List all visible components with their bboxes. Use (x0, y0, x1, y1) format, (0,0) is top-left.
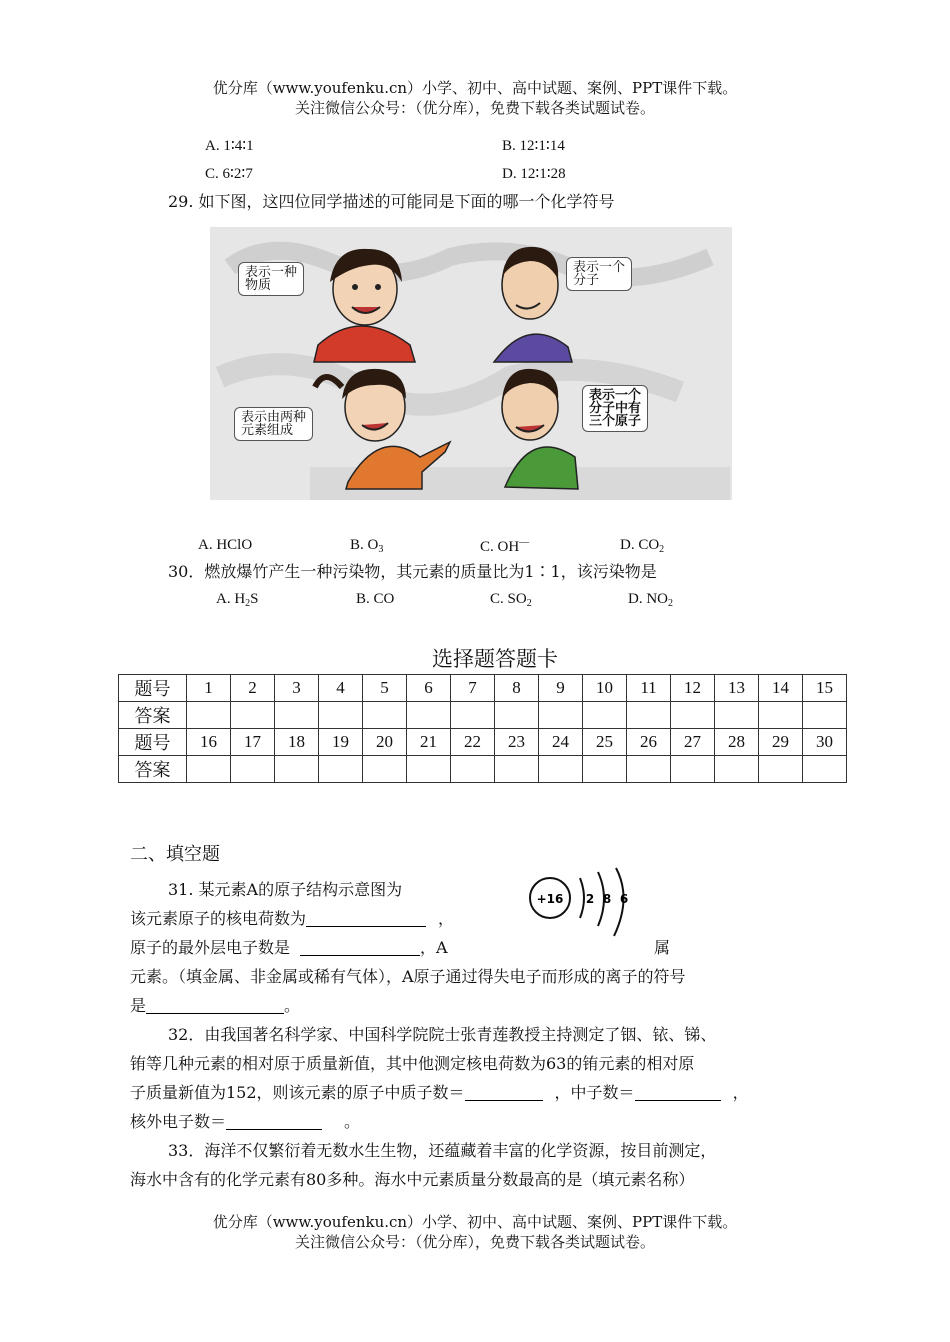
cell-number: 25 (583, 729, 627, 756)
blank-ion-symbol[interactable] (146, 995, 284, 1014)
answer-row-answers-2 (119, 756, 847, 783)
cell-number: 14 (759, 675, 803, 702)
cell-number: 26 (627, 729, 671, 756)
q30-option-c: C. $SO_2$ (490, 591, 532, 609)
shell-1-electrons: 2 (585, 892, 595, 906)
answer-cell[interactable] (539, 702, 583, 729)
answer-cell[interactable] (539, 756, 583, 783)
answer-cell[interactable] (715, 756, 759, 783)
answer-row-numbers-1 (119, 675, 847, 702)
answer-cell[interactable] (759, 702, 803, 729)
cell-number: 5 (363, 675, 407, 702)
cell-number: 21 (407, 729, 451, 756)
q31-line-5: 是 。 (130, 996, 301, 1015)
answer-row-numbers-2 (119, 729, 847, 756)
cell-number: 10 (583, 675, 627, 702)
shell-3-electrons: 6 (619, 892, 629, 906)
row-label-number: 题号 (119, 729, 187, 756)
q28-option-c: C. 6∶2∶7 (205, 166, 253, 182)
q30-option-d: D. $NO_2$ (628, 591, 673, 609)
q32-line-4: 核外电子数＝ 。 (130, 1112, 361, 1131)
answer-cell[interactable] (187, 702, 231, 729)
answer-cell[interactable] (583, 756, 627, 783)
header-line-1: 优分库（www.youfenku.cn）小学、初中、高中试题、案例、PPT课件下载。 (212, 79, 738, 97)
q31-line-4: 元素。（填金属、非金属或稀有气体），A原子通过得失电子而形成的离子的符号 (130, 967, 686, 986)
answer-row-answers-1 (119, 702, 847, 729)
atom-nucleus-label: +16 (536, 892, 564, 906)
answer-cell[interactable] (583, 702, 627, 729)
cell-number: 4 (319, 675, 363, 702)
header-line-2: 关注微信公众号：（优分库），免费下载各类试题试卷。 (294, 99, 655, 117)
q28-option-b: B. 12∶1∶14 (502, 138, 565, 154)
answer-cell[interactable] (495, 702, 539, 729)
blank-protons[interactable] (465, 1082, 543, 1101)
cell-number: 18 (275, 729, 319, 756)
q30-option-b: B. CO (356, 591, 395, 607)
cell-number: 24 (539, 729, 583, 756)
q31-line-1: 31. 某元素A的原子结构示意图为 (168, 880, 403, 899)
answer-cell[interactable] (671, 756, 715, 783)
cell-number: 11 (627, 675, 671, 702)
cell-number: 28 (715, 729, 759, 756)
answer-cell[interactable] (319, 756, 363, 783)
cell-number: 2 (231, 675, 275, 702)
answer-cell[interactable] (715, 702, 759, 729)
q29-illustration (210, 227, 732, 500)
cell-number: 15 (803, 675, 847, 702)
cell-number: 7 (451, 675, 495, 702)
q28-option-a: A. 1∶4∶1 (205, 138, 254, 154)
answer-cell[interactable] (275, 756, 319, 783)
q32-line-1: 32．由我国著名科学家、中国科学院院士张青莲教授主持测定了铟、铱、锑、 (168, 1025, 717, 1044)
footer-line-2: 关注微信公众号：（优分库），免费下载各类试题试卷。 (294, 1233, 655, 1251)
q29-option-b: B. $O_3$ (350, 537, 384, 555)
answer-cell[interactable] (363, 702, 407, 729)
answer-cell[interactable] (275, 702, 319, 729)
cell-number: 29 (759, 729, 803, 756)
q29-option-d: D. $CO_2$ (620, 537, 665, 555)
answer-cell[interactable] (671, 702, 715, 729)
answer-card-table (118, 674, 847, 783)
cell-number: 1 (187, 675, 231, 702)
blank-nuclear-charge[interactable] (306, 908, 426, 927)
shell-2-electrons: 8 (602, 892, 612, 906)
answer-cell[interactable] (187, 756, 231, 783)
q32-line-3: 子质量新值为152，则该元素的原子中质子数＝ ，中子数＝ ， (130, 1083, 749, 1102)
answer-cell[interactable] (627, 756, 671, 783)
q29-option-a: A. HClO (198, 537, 253, 553)
answer-cell[interactable] (407, 756, 451, 783)
bubble-bottom-left: 表示由两种 元素组成 (234, 407, 313, 441)
blank-outer-electrons[interactable] (300, 937, 420, 956)
answer-cell[interactable] (803, 702, 847, 729)
cell-number: 19 (319, 729, 363, 756)
q30-question: 30．燃放爆竹产生一种污染物，其元素的质量比为1∶1，该污染物是 (168, 562, 657, 581)
cell-number: 8 (495, 675, 539, 702)
answer-cell[interactable] (495, 756, 539, 783)
row-label-answer: 答案 (119, 756, 187, 783)
answer-cell[interactable] (231, 756, 275, 783)
cell-number: 12 (671, 675, 715, 702)
blank-electrons[interactable] (226, 1111, 322, 1130)
section-2-title: 二、填空题 (130, 844, 220, 865)
q31-line-3: 原子的最外层电子数是 ，A (130, 938, 448, 957)
cell-number: 20 (363, 729, 407, 756)
bubble-bottom-right: 表示一个 分子中有 三个原子 (582, 385, 648, 432)
bubble-top-right: 表示一个 分子 (566, 257, 632, 291)
atom-structure-diagram (528, 866, 648, 942)
cell-number: 17 (231, 729, 275, 756)
cell-number: 23 (495, 729, 539, 756)
q31-line-3-suffix: 属 (654, 938, 671, 957)
q29-question: 29. 如下图，这四位同学描述的可能同是下面的哪一个化学符号 (168, 192, 615, 211)
cell-number: 16 (187, 729, 231, 756)
q31-line-2: 该元素原子的核电荷数为 ， (130, 909, 455, 928)
answer-cell[interactable] (803, 756, 847, 783)
cell-number: 27 (671, 729, 715, 756)
cell-number: 30 (803, 729, 847, 756)
blank-neutrons[interactable] (635, 1082, 721, 1101)
answer-cell[interactable] (363, 756, 407, 783)
answer-cell[interactable] (231, 702, 275, 729)
answer-cell[interactable] (451, 702, 495, 729)
cell-number: 22 (451, 729, 495, 756)
q33-line-2: 海水中含有的化学元素有80多种。海水中元素质量分数最高的是（填元素名称） (130, 1170, 695, 1189)
row-label-answer: 答案 (119, 702, 187, 729)
answer-card-title: 选择题答题卡 (432, 647, 558, 671)
footer-line-1: 优分库（www.youfenku.cn）小学、初中、高中试题、案例、PPT课件下载。 (212, 1213, 738, 1231)
q33-line-1: 33．海洋不仅繁衍着无数水生生物，还蕴藏着丰富的化学资源，按目前测定， (168, 1141, 717, 1160)
answer-cell[interactable] (451, 756, 495, 783)
answer-cell[interactable] (407, 702, 451, 729)
cell-number: 9 (539, 675, 583, 702)
q28-option-d: D. 12∶1∶28 (502, 166, 566, 182)
answer-cell[interactable] (759, 756, 803, 783)
answer-cell[interactable] (627, 702, 671, 729)
bubble-top-left: 表示一种 物质 (238, 262, 304, 296)
q30-option-a: A. $H_2S$ (216, 591, 259, 609)
q32-line-2: 铕等几种元素的相对原于质量新值，其中他测定核电荷数为63的铕元素的相对原 (130, 1054, 695, 1073)
row-label-number: 题号 (119, 675, 187, 702)
cell-number: 13 (715, 675, 759, 702)
cell-number: 6 (407, 675, 451, 702)
answer-cell[interactable] (319, 702, 363, 729)
cell-number: 3 (275, 675, 319, 702)
q29-option-c: C. OH— (480, 537, 530, 555)
